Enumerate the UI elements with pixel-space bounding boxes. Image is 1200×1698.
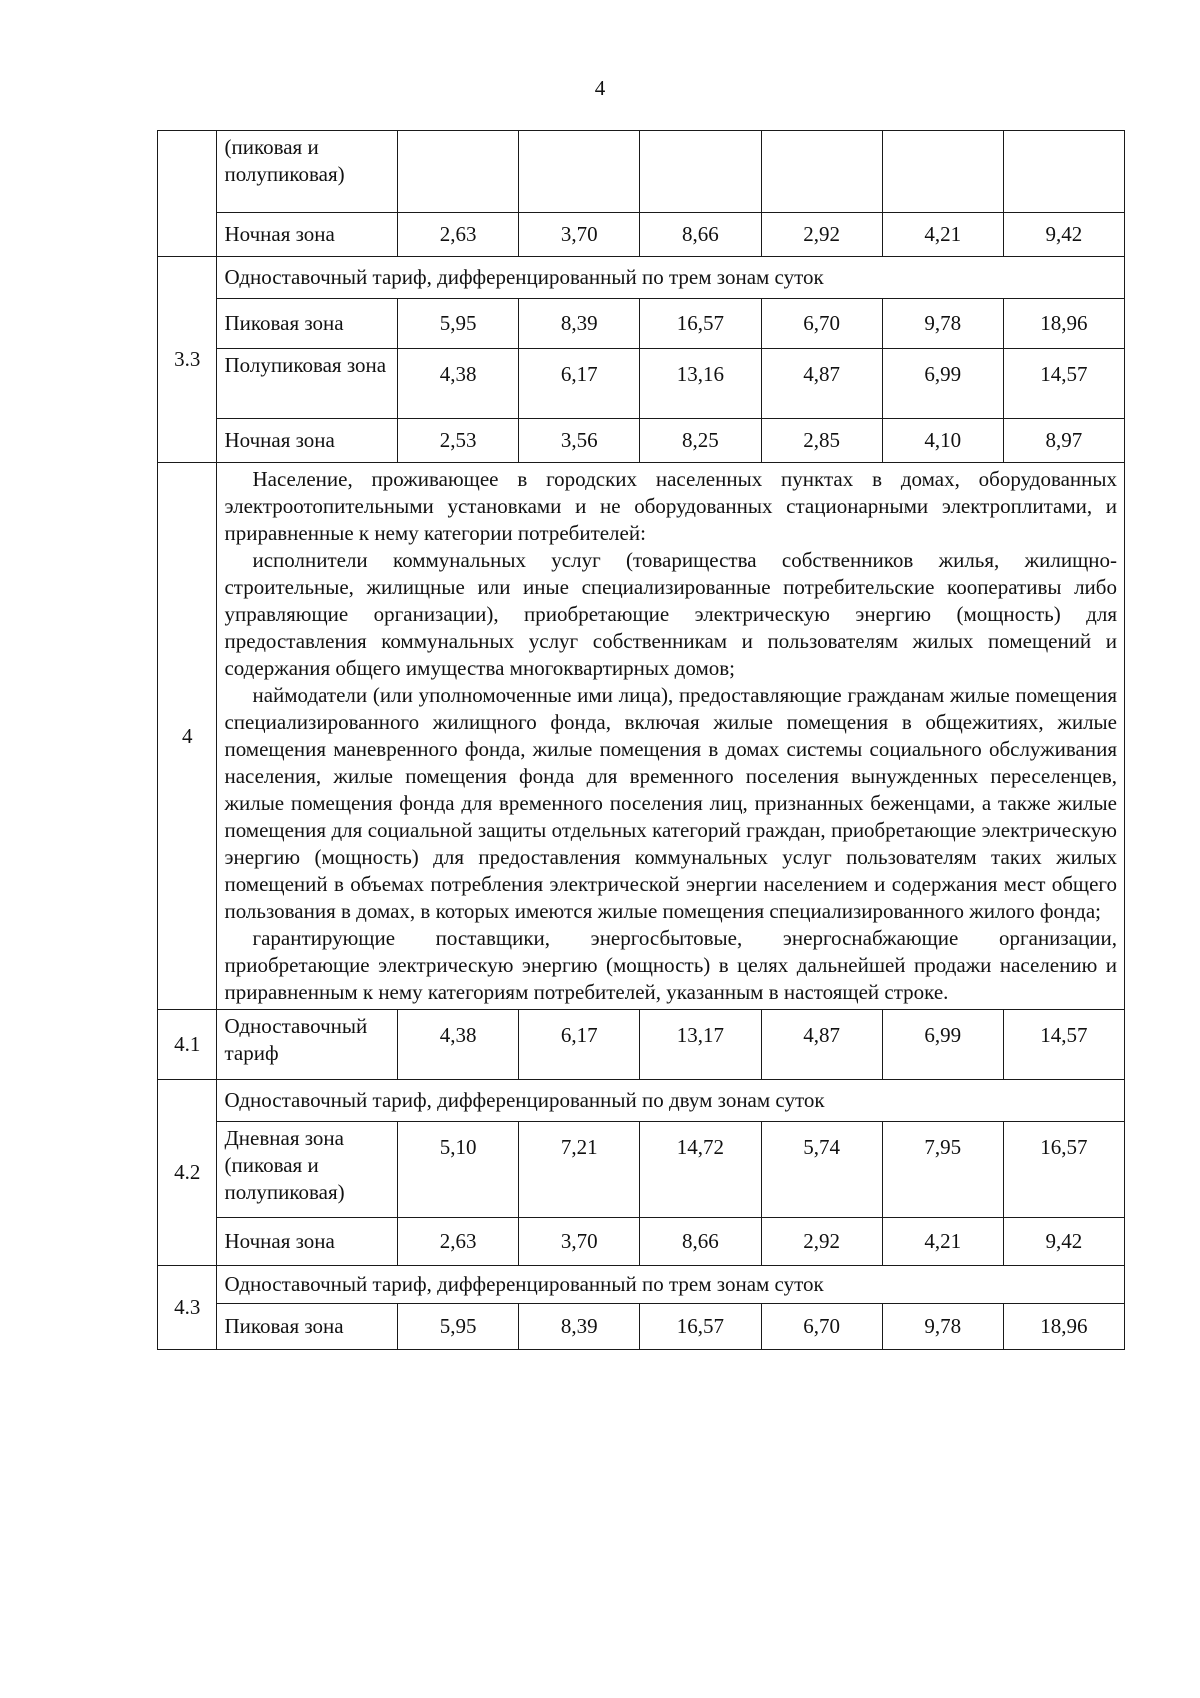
row-number: 4.1 [158, 1010, 217, 1080]
row-number-cell [158, 131, 217, 257]
table-cell [882, 131, 1003, 213]
table-row [158, 1010, 1125, 1080]
table-cell: 2,92 [761, 213, 882, 257]
row-label: Ночная зона [217, 419, 398, 463]
table-row [158, 1080, 1125, 1122]
table-cell: 6,17 [519, 349, 640, 419]
table-cell: 6,99 [882, 349, 1003, 419]
row-number: 4.2 [158, 1080, 217, 1266]
table-cell [398, 131, 519, 213]
table-cell: 8,97 [1003, 419, 1124, 463]
row-label: Пиковая зона [217, 1304, 398, 1350]
tariff-table [157, 130, 1125, 1350]
table-cell: 4,87 [761, 349, 882, 419]
table-cell: 16,57 [1003, 1122, 1124, 1218]
table-cell: 9,78 [882, 1304, 1003, 1350]
table-cell: 3,56 [519, 419, 640, 463]
table-cell: 4,87 [761, 1010, 882, 1080]
row-label: Пиковая зона [217, 299, 398, 349]
page-number: 4 [594, 76, 606, 100]
table-cell: 6,70 [761, 1304, 882, 1350]
table-cell: 18,96 [1003, 1304, 1124, 1350]
table-cell: 5,95 [398, 299, 519, 349]
description-paragraph: наймодатели (или уполномоченные ими лица), предоставляющие гражданам жилые помещения специализированного жилищного фонда, включая жилые помещения в общежитиях, жилые помещения маневренного фонда, жилые помещения в домах системы социального обслуживания населения, жилые помещения фонда для временного поселения вынужденных переселенцев, жилые помещения фонда для временного поселения лиц, признанных беженцами, а также жилые помещения для социальной защиты отдельных категорий граждан, приобретающие электрическую энергию (мощность) для предоставления коммунальных услуг пользователям таких жилых помещений в объемах потребления электрической энергии населением и содержания мест общего пользования в домах, в которых имеются жилые помещения специализированного жилого фонда; [224, 683, 1117, 923]
table-cell [640, 131, 761, 213]
row-label: Ночная зона [217, 213, 398, 257]
table-cell: 7,21 [519, 1122, 640, 1218]
table-cell: 14,57 [1003, 349, 1124, 419]
table-row [158, 213, 1125, 257]
table-cell: 5,10 [398, 1122, 519, 1218]
table-cell: 4,38 [398, 1010, 519, 1080]
consumer-description [217, 463, 1125, 1010]
table-cell: 4,10 [882, 419, 1003, 463]
table-cell: 16,57 [640, 299, 761, 349]
table-cell: 18,96 [1003, 299, 1124, 349]
table-cell: 6,70 [761, 299, 882, 349]
table-row [158, 299, 1125, 349]
table-cell: 2,53 [398, 419, 519, 463]
table-cell: 2,92 [761, 1218, 882, 1266]
table-cell: 14,57 [1003, 1010, 1124, 1080]
table-cell: 6,17 [519, 1010, 640, 1080]
table-row [158, 419, 1125, 463]
table-row [158, 349, 1125, 419]
table-cell: 13,17 [640, 1010, 761, 1080]
description-paragraph: исполнители коммунальных услуг (товарищества собственников жилья, жилищно-строительные, жилищные или иные специализированные потребительские кооперативы либо управляющие организации), приобретающие электрическую энергию (мощность) для предоставления коммунальных услуг собственникам и пользователям жилых помещений и содержания общего имущества многоквартирных домов; [224, 548, 1117, 680]
table-row [158, 1304, 1125, 1350]
section-header: Одноставочный тариф, дифференцированный по трем зонам суток [217, 1266, 1125, 1304]
row-number: 4 [158, 463, 217, 1010]
table-row [158, 1122, 1125, 1218]
table-cell: 2,63 [398, 213, 519, 257]
row-number: 3.3 [158, 257, 217, 463]
row-label: Полупиковая зона [217, 349, 398, 419]
table-cell: 2,63 [398, 1218, 519, 1266]
table-cell: 8,66 [640, 213, 761, 257]
table-cell: 13,16 [640, 349, 761, 419]
table-cell: 4,21 [882, 1218, 1003, 1266]
table-cell: 9,78 [882, 299, 1003, 349]
table-cell [761, 131, 882, 213]
table-cell: 5,74 [761, 1122, 882, 1218]
description-paragraph: Население, проживающее в городских населенных пунктах в домах, оборудованных электроотопительными установками и не оборудованных стационарными электроплитами, и приравненные к нему категории потребителей: [224, 467, 1117, 545]
section-header: Одноставочный тариф, дифференцированный по двум зонам суток [217, 1080, 1125, 1122]
table-cell: 4,38 [398, 349, 519, 419]
row-label: Ночная зона [217, 1218, 398, 1266]
table-cell: 3,70 [519, 1218, 640, 1266]
table-cell: 8,66 [640, 1218, 761, 1266]
table-cell: 3,70 [519, 213, 640, 257]
table-cell: 16,57 [640, 1304, 761, 1350]
table-cell: 9,42 [1003, 1218, 1124, 1266]
description-paragraph: гарантирующие поставщики, энергосбытовые, энергоснабжающие организации, приобретающие электрическую энергию (мощность) в целях дальнейшей продажи населению и приравненным к нему категориям потребителей, указанным в настоящей строке. [224, 926, 1117, 1004]
row-label: (пиковая и полупиковая) [217, 131, 398, 213]
table-cell: 8,25 [640, 419, 761, 463]
table-cell [519, 131, 640, 213]
table-row [158, 257, 1125, 299]
row-number: 4.3 [158, 1266, 217, 1350]
table-cell [1003, 131, 1124, 213]
table-cell: 2,85 [761, 419, 882, 463]
section-header: Одноставочный тариф, дифференцированный по трем зонам суток [217, 257, 1125, 299]
row-label: Дневная зона (пиковая и полупиковая) [217, 1122, 398, 1218]
table-cell: 9,42 [1003, 213, 1124, 257]
table-cell: 8,39 [519, 1304, 640, 1350]
table-row [158, 1218, 1125, 1266]
table-cell: 8,39 [519, 299, 640, 349]
table-row [158, 131, 1125, 213]
row-label: Одноставочный тариф [217, 1010, 398, 1080]
table-cell: 5,95 [398, 1304, 519, 1350]
table-cell: 14,72 [640, 1122, 761, 1218]
table-row [158, 1266, 1125, 1304]
table-cell: 4,21 [882, 213, 1003, 257]
table-row [158, 463, 1125, 1010]
table-cell: 6,99 [882, 1010, 1003, 1080]
table-cell: 7,95 [882, 1122, 1003, 1218]
